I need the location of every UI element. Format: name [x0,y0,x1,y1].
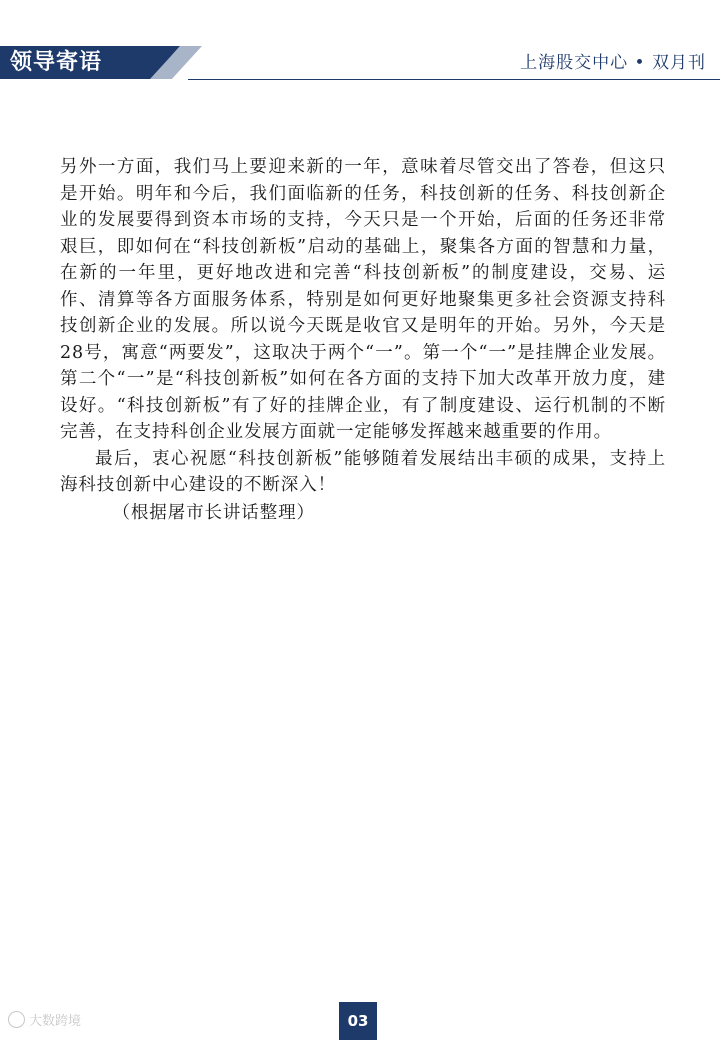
header-divider [188,79,720,80]
article-body [60,154,666,526]
watermark-logo [8,1010,81,1034]
paragraph: 最后，衷心祝愿“科技创新板”能够随着发展结出丰硕的成果，支持上海科技创新中心建设的不断深入！ [60,448,666,495]
paragraph: 另外一方面，我们马上要迎来新的一年，意味着尽管交出了答卷，但这只是开始。明年和今后，我们面临新的任务，科技创新的任务、科技创新企业的发展要得到资本市场的支持，今天只是一个开始，后面的任务还非常艰巨，即如何在“科技创新板”启动的基础上，聚集各方面的智慧和力量，在新的一年里，更好地改进和完善“科技创新板”的制度建设，交易、运作、清算等各方面服务体系，特别是如何更好地聚集更多社会资源支持科技创新企业的发展。所以说今天既是收官又是明年的开始。另外，今天是28号，寓意“两要发”，这取决于两个“一”。第一个“一”是挂牌企业发展。第二个“一”是“科技创新板”如何在各方面的支持下加大改革开放力度，建设好。“科技创新板”有了好的挂牌企业，有了制度建设、运行机制的不断完善，在支持科创企业发展方面就一定能够发挥越来越重要的作用。 [60,157,666,442]
section-title: 领导寄语 [10,50,103,75]
watermark-text: 大数跨境 [29,1014,82,1029]
page-number: 03 [339,1002,377,1040]
page-header [0,0,720,80]
watermark-icon [8,1011,25,1028]
publication-name: 上海股交中心 • 双月刊 [520,53,706,73]
source-note: （根据屠市长讲话整理） [112,502,315,523]
